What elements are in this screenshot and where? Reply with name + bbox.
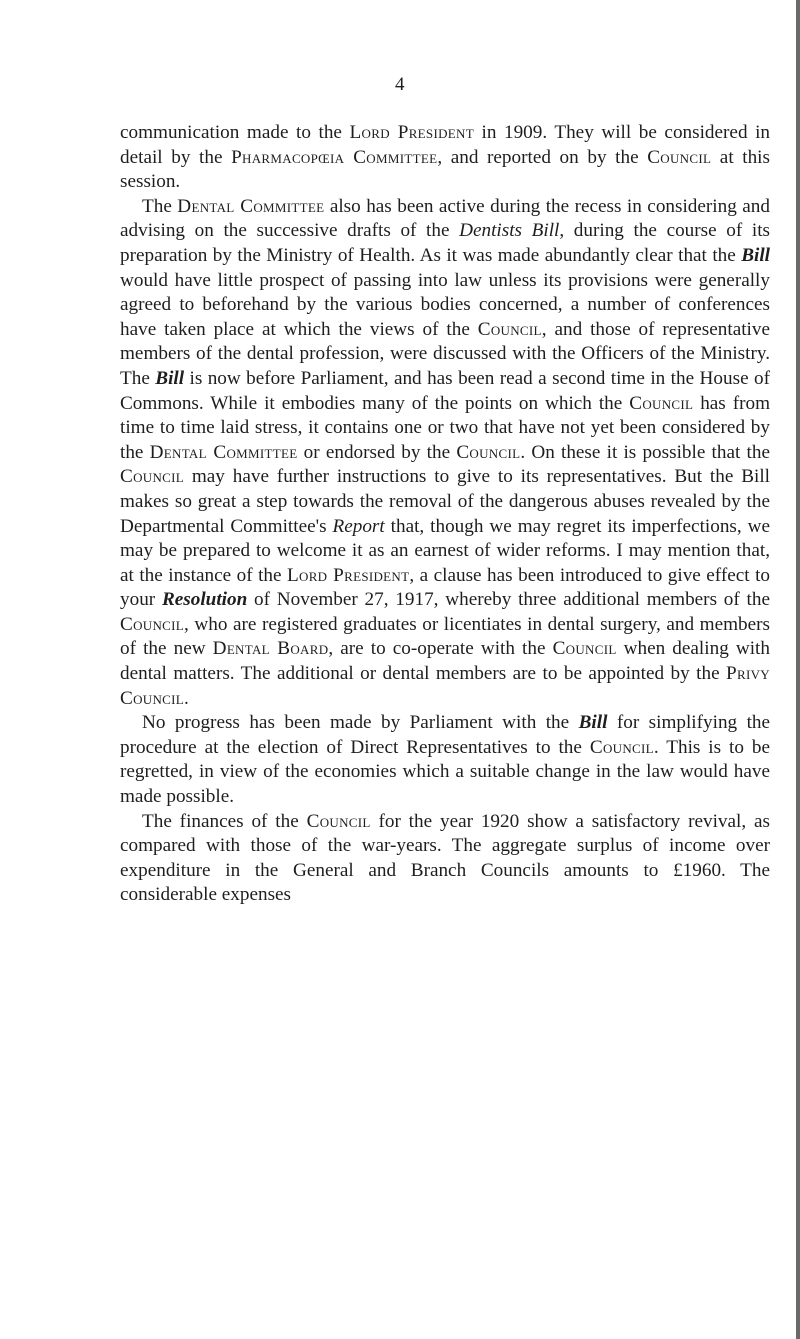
text-run: is now before Parliament, and has been read a second time in the House of Commons. While it embodies many of the points on which the: [120, 367, 770, 414]
text-run: for the year 1920 show a satisfactory revival, as compared with those of the war-years. The aggregate surplus of income over expenditure in the General and Branch Councils amounts to £1960. The considerable expenses: [120, 810, 770, 906]
text-run: would have little prospect of passing into law unless its provisions were generally agreed to beforehand by the various bodies concerned, a number of conferences have taken place at which the views of the: [120, 269, 770, 340]
styled-run-it: Dentists Bill: [459, 220, 560, 242]
text-run: has from time to time laid stress, it contains one or two that have not yet been considered by the: [120, 392, 770, 463]
text-run: that, though we may regret its imperfections, we may be prepared to welcome it as an earnest of wider reforms. I may mention that, at the instance of the: [120, 515, 770, 586]
styled-run-sc: Dental Board: [212, 638, 329, 660]
text-run: of November 27, 1917, whereby three additional members of the: [247, 589, 770, 611]
text-run: The: [142, 195, 178, 217]
paragraph-1: [120, 121, 770, 195]
styled-run-sc: Privy Council: [120, 663, 770, 709]
body-text: [120, 121, 770, 908]
text-run: The finances of the: [142, 810, 307, 832]
styled-run-sc: Council: [456, 441, 521, 463]
styled-run-bi: Bill: [741, 244, 770, 266]
text-run: in 1909. They will be considered in detail by the: [120, 122, 771, 168]
styled-run-sc: Council: [629, 392, 694, 414]
text-run: , and reported on by the: [437, 146, 648, 168]
styled-run-it: Report: [332, 515, 385, 537]
text-run: . This is to be regretted, in view of the economies which a suitable change in the law would have made possible.: [120, 736, 770, 808]
text-run: for simplifying the procedure at the election of Direct Representatives to the: [120, 712, 771, 758]
styled-run-sc: Council: [647, 146, 712, 168]
text-run: , a clause has been introduced to give effect to your: [120, 564, 771, 611]
page-edge-shadow: [796, 0, 800, 1339]
styled-run-sc: Dental Committee: [149, 441, 298, 463]
text-run: also has been active during the recess in considering and advising on the successive drafts of the: [120, 195, 770, 242]
paragraph-4: [120, 810, 770, 908]
text-run: No progress has been made by Parliament with the: [142, 712, 579, 734]
paragraph-3: [120, 711, 770, 809]
text-run: communication made to the: [120, 122, 350, 143]
text-run: may have further instructions to give to its representatives. But the Bill makes so great a step towards the removal of the dangerous abuses revealed by the Departmental Committee's: [120, 466, 770, 537]
page-number: 4: [395, 74, 405, 95]
text-run: , and those of representative members of the dental profession, were discussed with the Officers of the Ministry. The: [120, 318, 770, 389]
text-run: when dealing with dental matters. The additional or dental members are to be appointed by the: [120, 638, 770, 685]
text-run: , are to co-operate with the: [328, 638, 553, 660]
styled-run-sc: Council: [120, 613, 185, 635]
styled-run-sc: Dental Committee: [177, 195, 325, 217]
styled-run-sc: Council: [120, 466, 185, 488]
styled-run-sc: Council: [306, 810, 371, 832]
styled-run-sc: Lord President: [349, 122, 474, 143]
text-run: at this session.: [120, 146, 770, 193]
styled-run-bi: Bill: [155, 367, 185, 389]
text-run: , who are registered graduates or licentiates in dental surgery, and members of the new: [120, 613, 770, 660]
styled-run-bi: Resolution: [161, 589, 248, 611]
styled-run-sc: Council: [477, 318, 542, 340]
styled-run-bi: Bill: [578, 712, 608, 734]
text-run: , during the course of its preparation by the Ministry of Health. As it was made abundantly clear that the: [120, 220, 771, 266]
styled-run-sc: Council: [552, 638, 617, 660]
styled-run-sc: Pharmacopœia Committee: [231, 146, 438, 168]
text-run: .: [184, 687, 189, 709]
styled-run-sc: Lord President: [287, 564, 410, 586]
styled-run-sc: Council: [589, 736, 654, 758]
text-run: . On these it is possible that the: [520, 441, 770, 463]
paragraph-2: [120, 195, 770, 711]
text-run: or endorsed by the: [297, 441, 457, 463]
